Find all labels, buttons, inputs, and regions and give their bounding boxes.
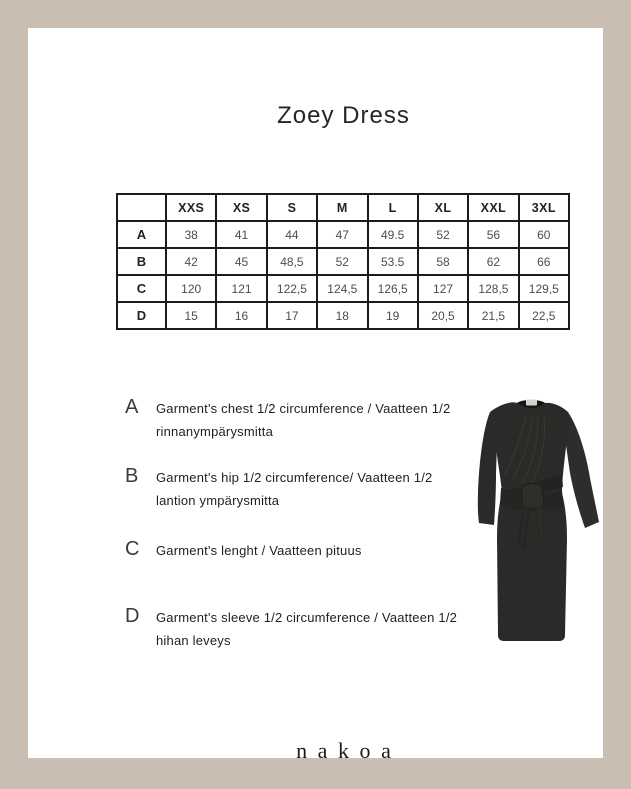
- size-table-corner-cell: [117, 194, 166, 221]
- product-photo-dress: [476, 395, 611, 645]
- measurement-value: 22,5: [519, 302, 569, 329]
- legend-letter: C: [125, 538, 140, 560]
- measurement-value: 120: [166, 275, 216, 302]
- measurement-value: 129,5: [519, 275, 569, 302]
- size-col-header: L: [368, 194, 418, 221]
- measurement-value: 17: [267, 302, 317, 329]
- table-row: [117, 275, 569, 302]
- size-col-header: M: [317, 194, 367, 221]
- measurement-value: 19: [368, 302, 418, 329]
- measurement-value: 126,5: [368, 275, 418, 302]
- measurement-value: 60: [519, 221, 569, 248]
- measurement-value: 127: [418, 275, 468, 302]
- legend-text: Garment's chest 1/2 circumference / Vaatteen 1/2 rinnanympärysmitta: [156, 401, 451, 439]
- measurement-value: 128,5: [468, 275, 518, 302]
- table-row: [117, 248, 569, 275]
- legend-item-b: [125, 466, 459, 512]
- measurement-value: 18: [317, 302, 367, 329]
- measurement-value: 52: [317, 248, 367, 275]
- measurement-value: 38: [166, 221, 216, 248]
- size-col-header: XXS: [166, 194, 216, 221]
- measurement-value: 15: [166, 302, 216, 329]
- legend-letter: B: [125, 465, 139, 487]
- page-title: Zoey Dress: [277, 102, 410, 129]
- legend-item-d: [125, 606, 459, 652]
- measurement-value: 52: [418, 221, 468, 248]
- legend-letter: A: [125, 396, 139, 418]
- table-row: [117, 302, 569, 329]
- content-card: [28, 28, 603, 763]
- legend-text: Garment's hip 1/2 circumference/ Vaatteen 1/2 lantion ympärysmitta: [156, 470, 433, 508]
- measurement-value: 49.5: [368, 221, 418, 248]
- size-col-header: S: [267, 194, 317, 221]
- size-table: [116, 193, 570, 330]
- measurement-value: 41: [216, 221, 266, 248]
- size-col-header: XL: [418, 194, 468, 221]
- measurement-value: 122,5: [267, 275, 317, 302]
- brand-logo: nakoa: [296, 738, 402, 763]
- measurement-value: 56: [468, 221, 518, 248]
- table-row: [117, 221, 569, 248]
- legend-letter: D: [125, 605, 140, 627]
- measurement-value: 45: [216, 248, 266, 275]
- measurement-value: 44: [267, 221, 317, 248]
- row-label: A: [117, 221, 166, 248]
- size-col-header: XXL: [468, 194, 518, 221]
- measurement-value: 42: [166, 248, 216, 275]
- measurement-value: 20,5: [418, 302, 468, 329]
- measurement-value: 58: [418, 248, 468, 275]
- dress-illustration: [476, 395, 611, 645]
- legend-item-c: [125, 539, 459, 562]
- row-label: B: [117, 248, 166, 275]
- size-col-header: 3XL: [519, 194, 569, 221]
- measurement-value: 21,5: [468, 302, 518, 329]
- measurement-value: 53.5: [368, 248, 418, 275]
- row-label: D: [117, 302, 166, 329]
- measurement-value: 66: [519, 248, 569, 275]
- legend-text: Garment's sleeve 1/2 circumference / Vaatteen 1/2 hihan leveys: [156, 610, 458, 648]
- row-label: C: [117, 275, 166, 302]
- measurement-value: 48,5: [267, 248, 317, 275]
- legend-item-a: [125, 397, 459, 443]
- measurement-value: 62: [468, 248, 518, 275]
- measurement-value: 16: [216, 302, 266, 329]
- legend-text: Garment's lenght / Vaatteen pituus: [156, 543, 362, 558]
- size-table-header-row: [117, 194, 569, 221]
- size-col-header: XS: [216, 194, 266, 221]
- measurement-value: 124,5: [317, 275, 367, 302]
- measurement-value: 47: [317, 221, 367, 248]
- measurement-value: 121: [216, 275, 266, 302]
